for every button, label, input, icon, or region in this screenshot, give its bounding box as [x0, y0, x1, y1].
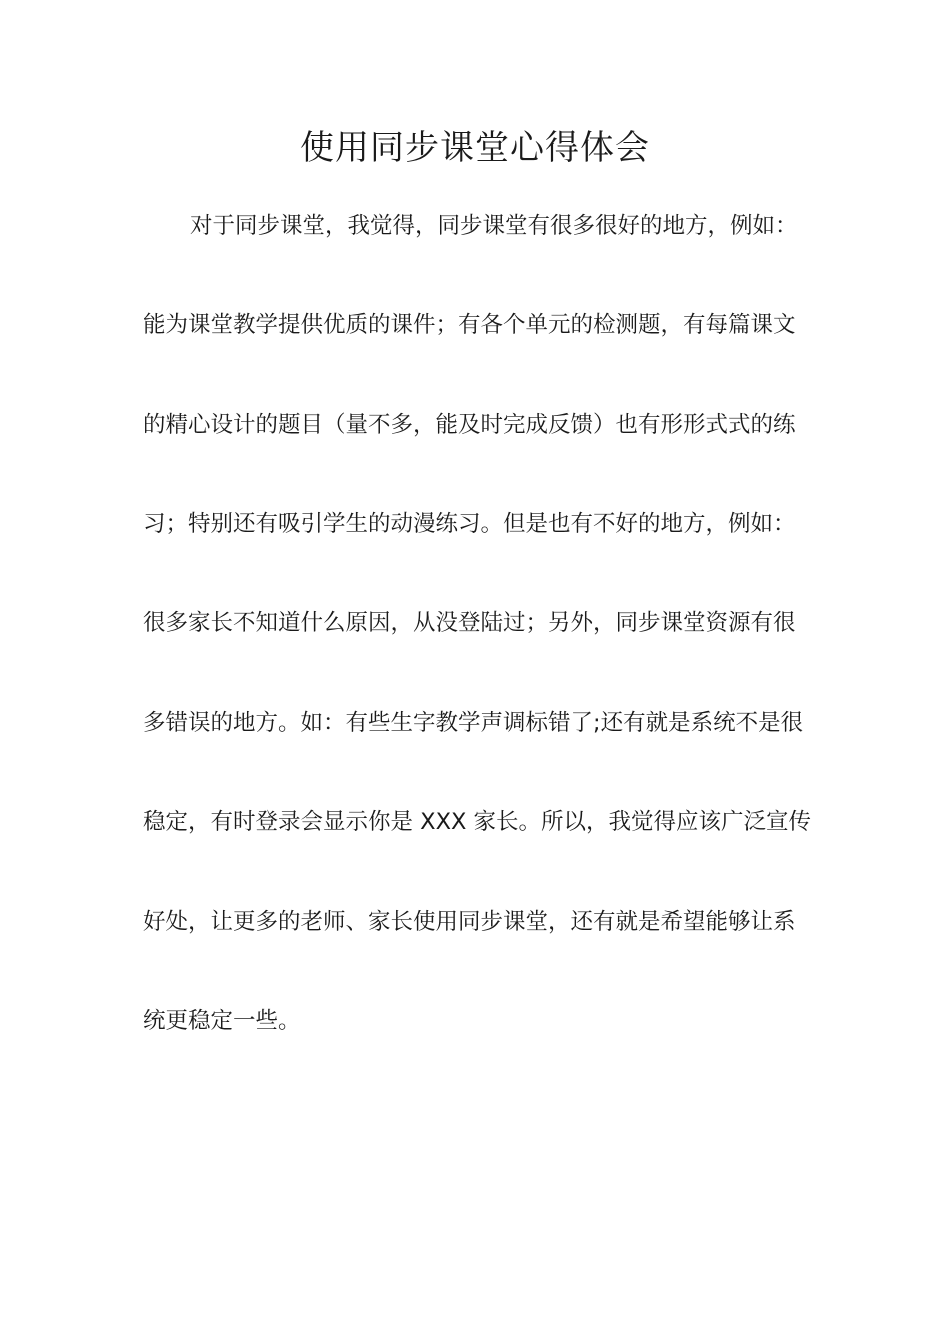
paragraph-line-7: 稳定，有时登录会显示你是 XXX 家长。所以，我觉得应该广泛宣传: [143, 809, 812, 835]
paragraph-line-6: 多错误的地方。如：有些生字教学声调标错了;还有就是系统不是很: [143, 710, 804, 736]
paragraph-line-5: 很多家长不知道什么原因，从没登陆过；另外，同步课堂资源有很: [143, 610, 796, 636]
paragraph-line-3: 的精心设计的题目（量不多，能及时完成反馈）也有形形式式的练: [143, 412, 796, 438]
paragraph-line-2: 能为课堂教学提供优质的课件；有各个单元的检测题，有每篇课文: [143, 312, 796, 338]
document-title: 使用同步课堂心得体会: [300, 128, 650, 168]
paragraph-line-9: 统更稳定一些。: [143, 1008, 301, 1034]
paragraph-line-1: 对于同步课堂，我觉得，同步课堂有很多很好的地方，例如：: [190, 213, 798, 239]
paragraph-line-8: 好处，让更多的老师、家长使用同步课堂，还有就是希望能够让系: [143, 909, 796, 935]
paragraph-line-4: 习；特别还有吸引学生的动漫练习。但是也有不好的地方，例如：: [143, 511, 796, 537]
